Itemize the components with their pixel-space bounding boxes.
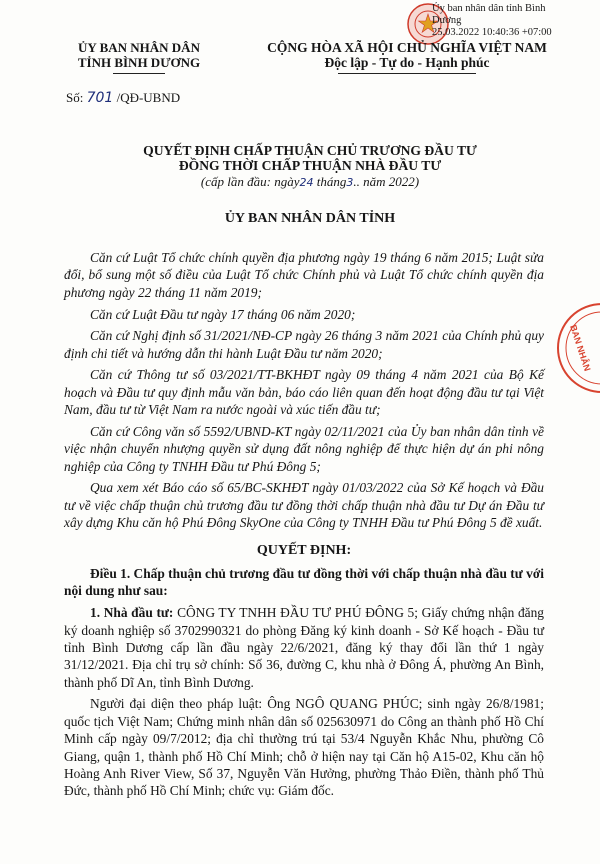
red-seal-stamp bbox=[556, 298, 600, 398]
investor-item-text: CÔNG TY TNHH ĐẦU TƯ PHÚ ĐÔNG 5; Giấy chứng nhận đăng ký doanh nghiệp số 3702990321 do phòng Đăng ký kinh doanh - Sở Kế hoạch - Đầu tư tỉnh Bình Dương cấp lần đầu ngày 22/6/2021, đăng ký thay đổi lần thứ 1 ngày 31/12/2021. Địa chỉ trụ sở chính: Số 36, đường C, khu nhà ở Đông Á, phường An Bình, thành phố Dĩ An, tỉnh Bình Dương. bbox=[64, 605, 544, 690]
investor-item bbox=[64, 604, 544, 691]
legal-basis-2: Căn cứ Luật Đầu tư ngày 17 tháng 06 năm 2020; bbox=[90, 306, 356, 322]
investor-item-label: 1. Nhà đầu tư: bbox=[90, 605, 174, 621]
signature-timestamp: 25.03.2022 10:40:36 +07:00 bbox=[432, 27, 552, 38]
legal-basis-5: Căn cứ Công văn số 5592/UBND-KT ngày 02/11/2021 của Ủy ban nhân dân tỉnh về việc nhận chuyển nhượng quyền sử dụng đất nông nghiệp để thực hiện dự án phi nông nghiệp của Công ty TNHH Đầu tư Phú Đông 5; bbox=[64, 423, 544, 474]
issue-month-label: tháng bbox=[316, 174, 347, 189]
title-line1: QUYẾT ĐỊNH CHẤP THUẬN CHỦ TRƯƠNG ĐẦU TƯ bbox=[143, 143, 477, 158]
issue-month-handwritten: 3 bbox=[346, 176, 354, 189]
decision-heading: QUYẾT ĐỊNH: bbox=[256, 542, 352, 558]
issuer-heading: ỦY BAN NHÂN DÂN TỈNH bbox=[224, 211, 396, 226]
issue-date-prefix: (cấp lần đầu: ngày bbox=[200, 174, 300, 189]
document-number bbox=[66, 90, 180, 106]
authority-line1: ỦY BAN NHÂN DÂN bbox=[78, 40, 200, 55]
issue-date: (cấp lần đầu: ngày24 tháng3.. năm 2022) bbox=[200, 174, 420, 189]
legal-representative: Người đại diện theo pháp luật: Ông NGÔ QUANG PHÚC; sinh ngày 26/8/1981; quốc tịch Việt Nam; Chứng minh nhân dân số 025630971 do Công an thành phố Hồ Chí Minh cấp ngày 09/7/2012; địa chỉ thường trú tại 53/4 Nguyễn Khắc Nhu, phường Cô Giang, quận 1, thành phố Hồ Chí Minh; chỗ ở hiện nay tại Căn hộ A15-02, Khu căn hộ Hoàng Anh River View, Số 37, Nguyễn Văn Hưởng, phường Thảo Điền, thành phố Thủ Đức, thành phố Hồ Chí Minh; chức vụ: Giám đốc. bbox=[64, 696, 544, 799]
legal-basis-6: Qua xem xét Báo cáo số 65/BC-SKHĐT ngày 01/03/2022 của Sở Kế hoạch và Đầu tư về việc chấp thuận chủ trương đầu tư đồng thời chấp thuận nhà đầu tư Dự án Đầu tư xây dựng Khu căn hộ Phú Đông SkyOne của Công ty TNHH Đầu tư Phú Đông 5 đề xuất. bbox=[64, 480, 544, 531]
legal-basis-3: Căn cứ Nghị định số 31/2021/NĐ-CP ngày 26 tháng 3 năm 2021 của Chính phủ quy định chi tiết và hướng dẫn thi hành Luật Đầu tư năm 2020; bbox=[64, 328, 544, 361]
national-motto bbox=[228, 40, 586, 74]
country-name: CỘNG HÒA XÃ HỘI CHỦ NGHĨA VIỆT NAM bbox=[267, 40, 547, 55]
signature-issuer-line2: Dương bbox=[432, 15, 462, 26]
title-line2: ĐỒNG THỜI CHẤP THUẬN NHÀ ĐẦU TƯ bbox=[178, 157, 442, 173]
document-title bbox=[90, 144, 530, 173]
document-body bbox=[64, 249, 544, 804]
issuing-authority bbox=[64, 40, 214, 74]
issue-date-suffix: năm 2022) bbox=[363, 174, 420, 189]
document-number-label: Số: bbox=[66, 90, 84, 105]
legal-basis-1: Căn cứ Luật Tổ chức chính quyền địa phương ngày 19 tháng 6 năm 2015; Luật sửa đổi, bổ sung một số điều của Luật Tổ chức Chính phủ và Luật Tổ chức chính quyền địa phương ngày 22 tháng 11 năm 2019; bbox=[64, 250, 544, 300]
article-1 bbox=[64, 565, 544, 600]
motto: Độc lập - Tự do - Hạnh phúc bbox=[324, 55, 490, 70]
stamp-text: BAN NHÂN bbox=[568, 323, 593, 373]
document-number-suffix: /QĐ-UBND bbox=[116, 90, 181, 105]
legal-basis-4: Căn cứ Thông tư số 03/2021/TT-BKHĐT ngày 09 tháng 4 năm 2021 của Bộ Kế hoạch và Đầu tư quy định mẫu văn bản, báo cáo liên quan đến hoạt động đầu tư tại Việt Nam, đầu tư từ Việt Nam ra nước ngoài và xúc tiến đầu tư; bbox=[64, 367, 544, 418]
document-number-handwritten: 701 bbox=[86, 90, 114, 106]
authority-divider bbox=[113, 73, 165, 74]
signature-issuer-line1: Ủy ban nhân dân tỉnh Bình bbox=[432, 3, 546, 14]
authority-line2: TỈNH BÌNH DƯƠNG bbox=[77, 55, 201, 70]
article-1-text: Điều 1. Chấp thuận chủ trương đầu tư đồng thời với chấp thuận nhà đầu tư với nội dung như sau: bbox=[64, 565, 544, 599]
issue-day-handwritten: 24 bbox=[299, 176, 314, 189]
motto-divider bbox=[338, 73, 476, 74]
